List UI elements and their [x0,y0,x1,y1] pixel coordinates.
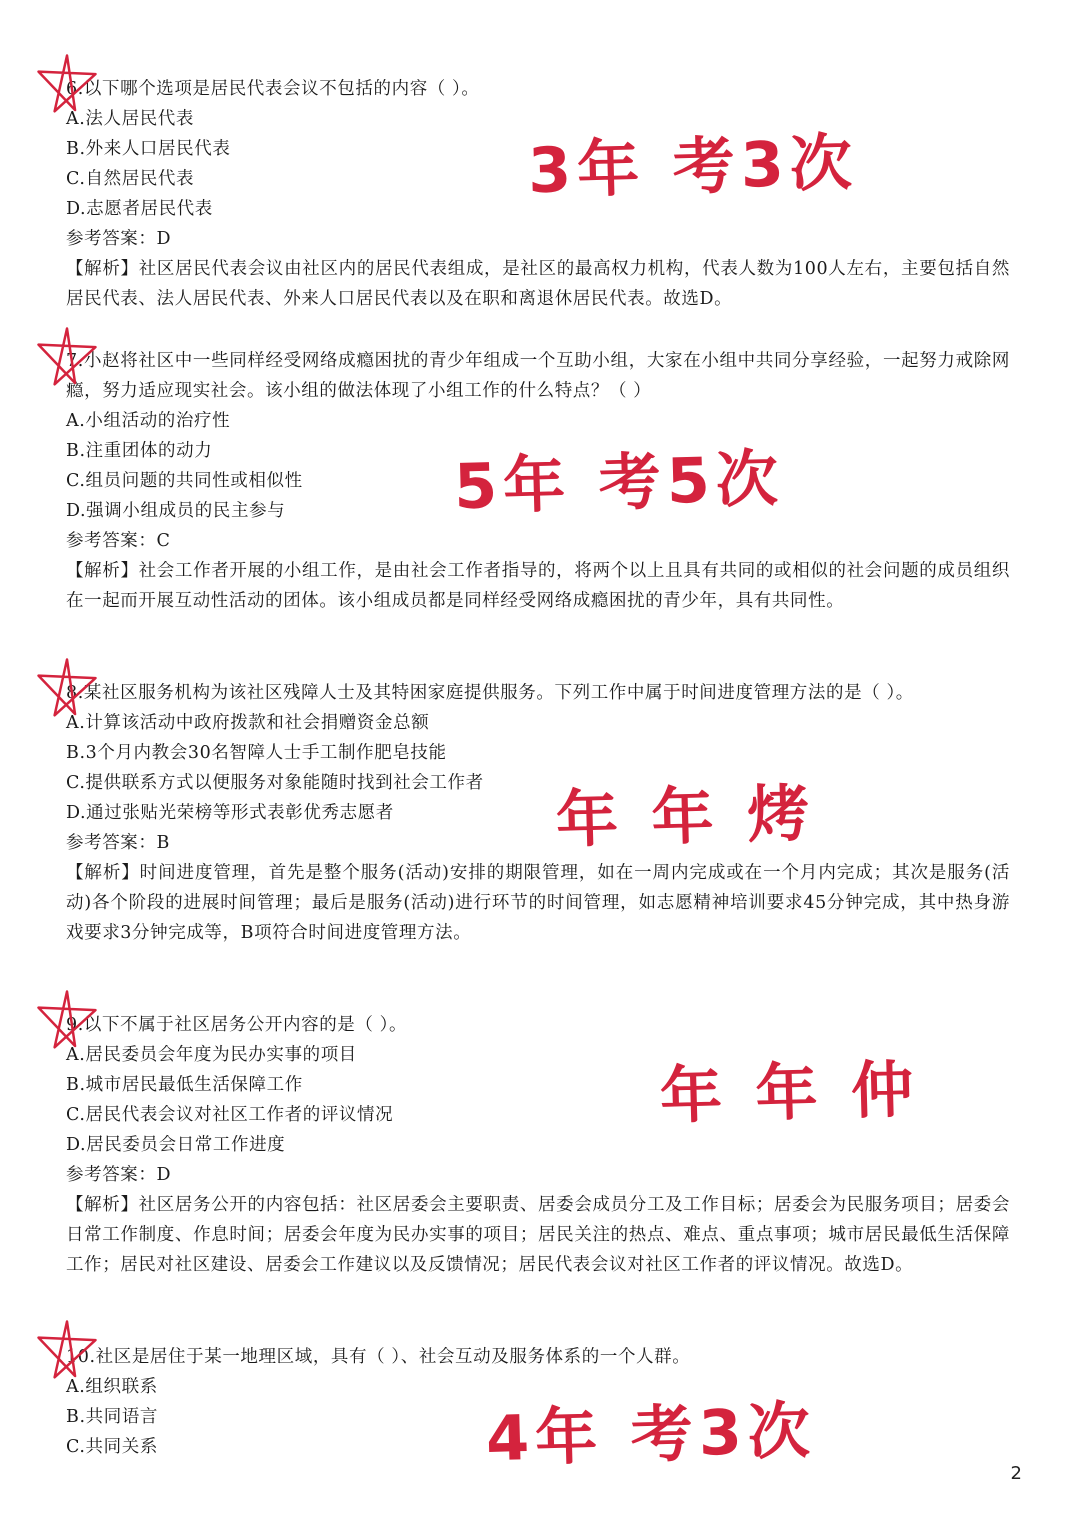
question-stem: 8.某社区服务机构为该社区残障人士及其特困家庭提供服务。下列工作中属于时间进度管理方法的是（ ）。 [66,683,914,703]
option-a: A.居民委员会年度为民办实事的项目 [66,1045,357,1065]
option-c: C.组员问题的共同性或相似性 [66,471,303,491]
question-stem: 7.小赵将社区中一些同样经受网络成瘾困扰的青少年组成一个互助小组，大家在小组中共同分享经验，一起努力戒除网瘾，努力适应现实社会。该小组的做法体现了小组工作的什么特点？（ ） [66,351,1010,401]
handwritten-note: 4年 考3次 [485,1393,817,1476]
handwritten-note: 年 年 仲 [659,1052,921,1133]
question-9 [66,1010,1010,1280]
option-b: B.注重团体的动力 [66,441,213,461]
question-stem: 9.以下不属于社区居务公开内容的是（ ）。 [66,1015,408,1035]
option-b: B.3个月内教会30名智障人士手工制作肥皂技能 [66,743,447,763]
analysis: 【解析】社区居务公开的内容包括：社区居委会主要职责、居委会成员分工及工作目标；居委会为民服务项目；居委会日常工作制度、作息时间；居委会年度为民办实事的项目；居民关注的热点、难点、重点事项；城市居民最低生活保障工作；居民对社区建设、居委会工作建议以及反馈情况；居民代表会议对社区工作者的评议情况。故选D。 [66,1195,1010,1275]
answer-key: 参考答案：C [66,531,171,551]
option-b: B.城市居民最低生活保障工作 [66,1075,303,1095]
option-b: B.共同语言 [66,1407,159,1427]
question-stem: 10.社区是居住于某一地理区域，具有（ ）、社会互动及服务体系的一个人群。 [66,1347,691,1367]
analysis: 【解析】社区居民代表会议由社区内的居民代表组成，是社区的最高权力机构，代表人数为100人左右，主要包括自然居民代表、法人居民代表、外来人口居民代表以及在职和离退休居民代表。故选D。 [66,259,1010,309]
page-number: 2 [1010,1463,1022,1484]
handwritten-note: 5年 考5次 [453,441,785,524]
answer-key: 参考答案：D [66,229,172,249]
option-c: C.提供联系方式以便服务对象能随时找到社会工作者 [66,773,484,793]
analysis: 【解析】社会工作者开展的小组工作，是由社会工作者指导的，将两个以上且具有共同的或相似的社会问题的成员组织在一起而开展互动性活动的团体。该小组成员都是同样经受网络成瘾困扰的青少年，具有共同性。 [66,561,1010,611]
option-c: C.居民代表会议对社区工作者的评议情况 [66,1105,394,1125]
handwritten-note: 3年 考3次 [527,125,859,208]
option-a: A.法人居民代表 [66,109,195,129]
question-8 [66,678,1010,948]
option-d: D.通过张贴光荣榜等形式表彰优秀志愿者 [66,803,394,823]
option-d: D.居民委员会日常工作进度 [66,1135,286,1155]
option-a: A.计算该活动中政府拨款和社会捐赠资金总额 [66,713,430,733]
option-b: B.外来人口居民代表 [66,139,231,159]
option-c: C.共同关系 [66,1437,158,1457]
option-a: A.小组活动的治疗性 [66,411,231,431]
handwritten-note: 年 年 烤 [555,776,817,857]
option-a: A.组织联系 [66,1377,158,1397]
question-stem: 6.以下哪个选项是居民代表会议不包括的内容（ ）。 [66,79,480,99]
option-d: D.志愿者居民代表 [66,199,213,219]
answer-key: 参考答案：B [66,833,170,853]
answer-key: 参考答案：D [66,1165,172,1185]
option-d: D.强调小组成员的民主参与 [66,501,286,521]
analysis: 【解析】时间进度管理，首先是整个服务(活动)安排的期限管理，如在一周内完成或在一个月内完成；其次是服务(活动)各个阶段的进展时间管理；最后是服务(活动)进行环节的时间管理，如志愿精神培训要求45分钟完成，其中热身游戏要求3分钟完成等，B项符合时间进度管理方法。 [66,863,1010,943]
option-c: C.自然居民代表 [66,169,195,189]
